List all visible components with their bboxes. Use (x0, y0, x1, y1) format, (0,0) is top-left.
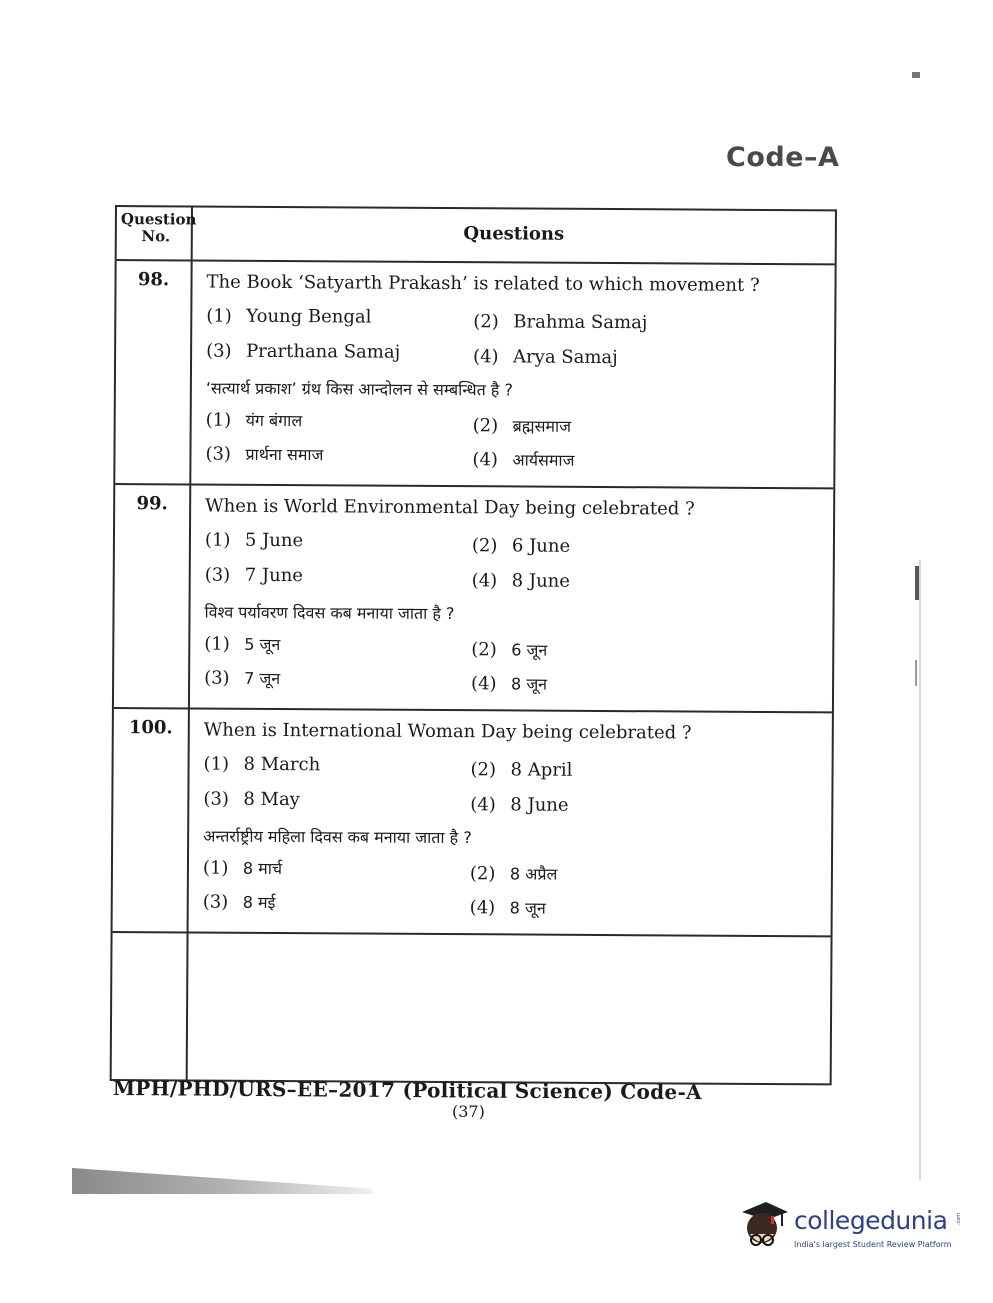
scan-shadow (72, 1168, 372, 1194)
option-en-4: (4) Arya Samaj (473, 346, 618, 369)
row-divider (114, 707, 832, 713)
option-en-2: (2) 6 June (471, 535, 571, 557)
question-text-hi: ‘सत्यार्थ प्रकाश’ ग्रंथ किस आन्दोलन से सम्बन्धित है ? (205, 378, 513, 400)
exam-footer: MPH/PHD/URS–EE–2017 (Political Science) Code-A (112, 1076, 703, 1105)
row-divider (113, 931, 831, 937)
option-hi-4: (4) 8 जून (469, 897, 546, 919)
option-en-1: (1) 8 March (203, 753, 321, 776)
scan-edge-line (919, 560, 921, 1180)
option-hi-1: (1) 5 जून (204, 633, 281, 655)
option-hi-4: (4) आर्यसमाज (472, 449, 575, 471)
scan-edge-mark (915, 566, 919, 600)
option-hi-1: (1) यंग बंगाल (205, 409, 303, 431)
option-en-1: (1) Young Bengal (206, 305, 372, 328)
page-number: (37) (452, 1102, 485, 1121)
option-en-1: (1) 5 June (204, 529, 304, 552)
brand-suffix: .com (956, 1212, 963, 1226)
code-label: Code–A (726, 142, 840, 173)
scan-edge-mark (915, 660, 917, 686)
option-en-3: (3) Prarthana Samaj (206, 340, 401, 363)
question-number: 99. (136, 493, 168, 515)
option-en-2: (2) 8 April (470, 759, 573, 781)
question-text-en: When is World Environmental Day being celebrated ? (205, 495, 695, 520)
question-text-hi: अन्तर्राष्ट्रीय महिला दिवस कब मनाया जाता है ? (203, 826, 472, 848)
option-hi-2: (2) 6 जून (471, 639, 548, 661)
question-number: 100. (128, 717, 173, 739)
column-divider (186, 207, 193, 1079)
option-hi-1: (1) 8 मार्च (202, 857, 283, 879)
brand-name: collegedunia (794, 1206, 948, 1235)
option-hi-2: (2) 8 अप्रैल (469, 863, 558, 885)
questions-table (110, 205, 837, 1085)
collegedunia-logo[interactable] (736, 1198, 961, 1258)
option-en-3: (3) 7 June (204, 564, 304, 587)
option-hi-2: (2) ब्रह्मसमाज (472, 415, 572, 437)
mascot-icon (736, 1198, 792, 1254)
option-en-4: (4) 8 June (470, 794, 569, 816)
option-en-2: (2) Brahma Samaj (473, 311, 648, 334)
row-divider (115, 483, 833, 489)
brand-tagline: India's largest Student Review Platform (794, 1240, 952, 1249)
option-en-4: (4) 8 June (471, 570, 571, 592)
option-hi-3: (3) 8 मई (202, 891, 276, 913)
question-number: 98. (137, 269, 170, 291)
question-text-en: When is International Woman Day being celebrated ? (203, 719, 692, 744)
option-hi-3: (3) 7 जून (204, 667, 281, 689)
option-hi-3: (3) प्रार्थना समाज (205, 443, 324, 465)
option-en-3: (3) 8 May (203, 788, 300, 811)
option-hi-4: (4) 8 जून (471, 673, 548, 695)
question-text-hi: विश्व पर्यावरण दिवस कब मनाया जाता है ? (204, 602, 455, 624)
question-text-en: The Book ‘Satyarth Prakash’ is related to which movement ? (206, 271, 760, 296)
header-questions: Questions (463, 223, 565, 245)
header-divider (117, 259, 835, 265)
scan-corner-mark (912, 72, 920, 78)
header-question-no: Question No. (120, 210, 197, 246)
